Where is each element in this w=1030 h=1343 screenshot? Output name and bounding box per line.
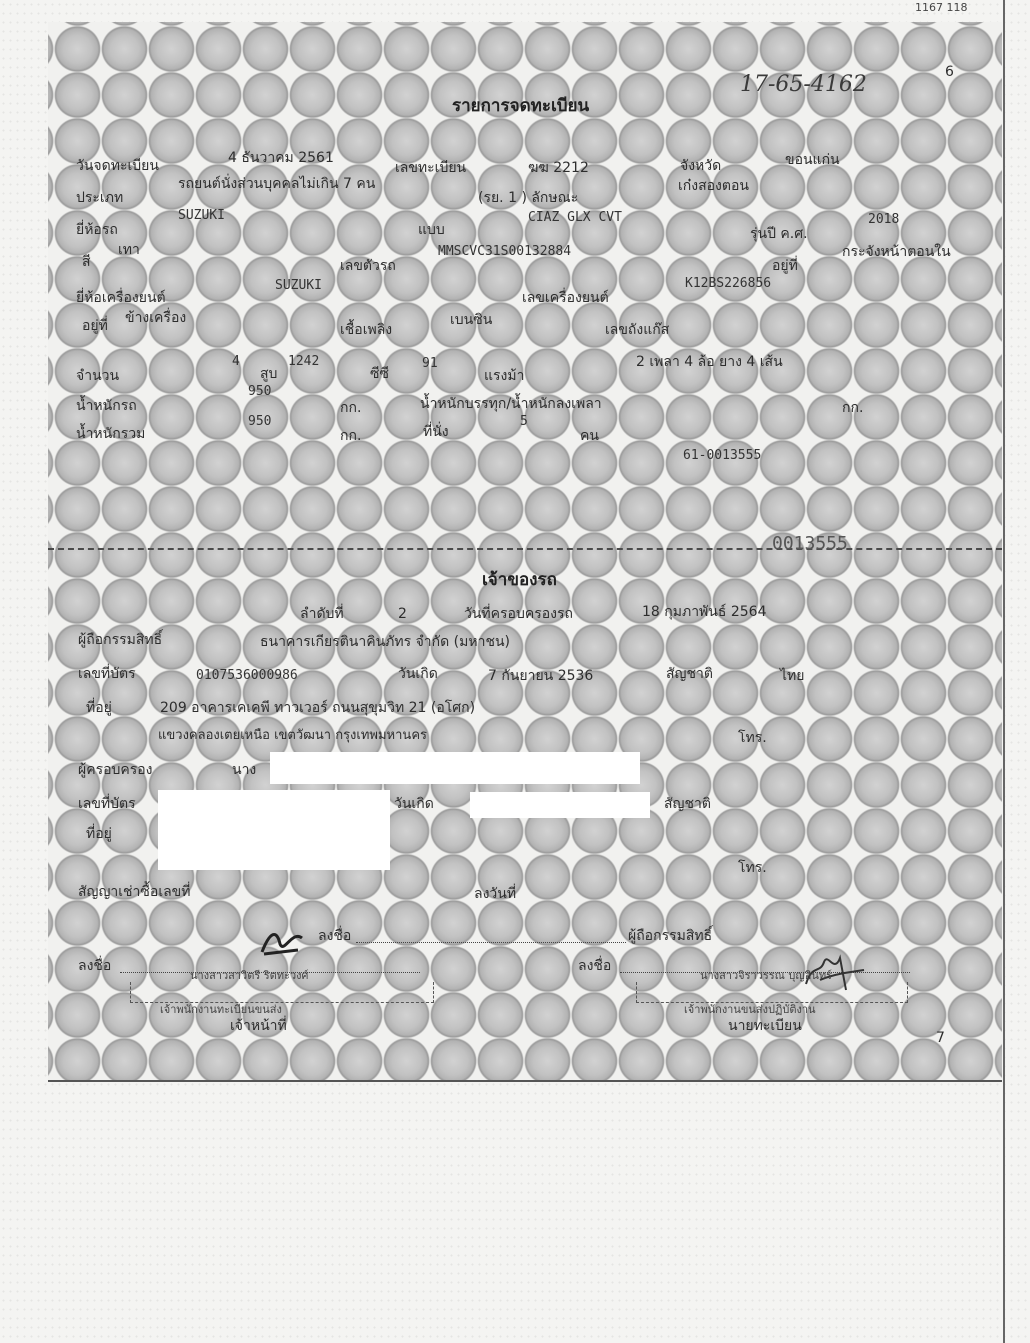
owner-sign-label: ลงชื่อ <box>318 928 352 944</box>
owner-address-label: ที่อยู่ <box>86 700 112 716</box>
brand-value: SUZUKI <box>178 208 225 223</box>
holder-label: ผู้ครอบครอง <box>78 762 153 778</box>
order-value: 2 <box>398 606 407 622</box>
model-label: แบบ <box>418 222 445 238</box>
owner-birth-value: 7 กันยายน 2536 <box>488 668 594 684</box>
form-number: 61-0013555 <box>683 448 762 463</box>
chassis-value: MMSCVC31S00132884 <box>438 244 572 259</box>
possession-date-value: 18 กุมภาพันธ์ 2564 <box>642 604 767 620</box>
owner-nationality-value: ไทย <box>780 668 805 684</box>
owner-tel-label: โทร. <box>738 730 767 746</box>
registrar-name-bracket <box>636 982 908 1003</box>
cc-value: 1242 <box>288 354 320 369</box>
document-title: รายการจดทะเบียน <box>452 96 590 116</box>
officer-printed-name: นางสาวสาวิตรี ริตทะวงศ์ <box>190 969 309 982</box>
owner-sign-line <box>356 942 626 943</box>
chassis-label: เลขตัวรถ <box>340 258 396 274</box>
gas-tank-label: เลขถังแก๊ส <box>605 322 670 338</box>
holder-name-prefix: นาง <box>232 762 257 778</box>
vehicle-class-value: (รย. 1 ) ลักษณะ <box>478 190 579 206</box>
holder-nationality-label: สัญชาติ <box>664 796 711 812</box>
count-label: จำนวน <box>76 368 120 384</box>
cylinder-value: 4 <box>232 354 240 369</box>
fuel-value: เบนซิน <box>450 312 493 328</box>
plate-value: ฆฆ 2212 <box>528 160 589 176</box>
engine-location-label: อยู่ที่ <box>82 318 108 334</box>
owner-name: ธนาคารเกียรตินาคินภัทร จำกัด (มหาชน) <box>260 634 510 650</box>
seat-unit: คน <box>580 428 599 444</box>
axle-value: 2 เพลา 4 ล้อ ยาง 4 เส้น <box>636 354 783 370</box>
year-value: 2018 <box>868 212 900 227</box>
weight-label: น้ำหนักรถ <box>76 398 137 414</box>
officer-stamp-role: เจ้าพนักงานทะเบียนขนส่ง <box>160 1003 282 1016</box>
vehicle-type-value: รถยนต์นั่งส่วนบุคคลไม่เกิน 7 คน <box>178 176 376 192</box>
holder-tel-label: โทร. <box>738 860 767 876</box>
weight-unit: กก. <box>340 400 362 416</box>
order-label: ลำดับที่ <box>300 606 344 622</box>
registrar-stamp-role: เจ้าพนักงานขนส่งปฏิบัติงาน <box>684 1003 816 1016</box>
handwritten-reference: 17-65-4162 <box>740 72 867 97</box>
brand-label: ยี่ห้อรถ <box>76 222 118 238</box>
lease-contract-label: สัญญาเช่าซื้อเลขที่ <box>78 884 191 900</box>
owner-nationality-label: สัญชาติ <box>666 666 713 682</box>
holder-id-label: เลขที่บัตร <box>78 796 136 812</box>
lease-date-label: ลงวันที่ <box>474 886 517 902</box>
load-unit: กก. <box>842 400 864 416</box>
owner-address-line1: 209 อาคารเคเคพี ทาวเวอร์ ถนนสุขุมวิท 21 (อโศก) <box>160 700 476 716</box>
registrar-printed-name: นางสาวจิราวรรณ บุญอินทร์ <box>700 969 832 982</box>
owner-birth-label: วันเกิด <box>398 666 438 682</box>
section-separator <box>48 548 1002 550</box>
engine-number-value: K12BS226856 <box>685 276 772 291</box>
owner-section-title: เจ้าของรถ <box>482 570 557 590</box>
horsepower-value: 91 <box>422 356 438 371</box>
owner-sign-role: ผู้ถือกรรมสิทธิ์ <box>628 928 713 944</box>
gross-weight-value: 950 <box>248 414 272 429</box>
engine-brand-value: SUZUKI <box>275 278 322 293</box>
year-label: รุ่นปี ค.ศ. <box>750 226 808 242</box>
officer-role: เจ้าหน้าที่ <box>230 1018 287 1034</box>
color-value: เทา <box>118 242 140 258</box>
officer-sign-label: ลงชื่อ <box>78 958 112 974</box>
registrar-sign-label: ลงชื่อ <box>578 958 612 974</box>
gross-weight-unit: กก. <box>340 428 362 444</box>
officer-name-bracket <box>130 982 434 1003</box>
cylinder-unit: สูบ <box>260 366 278 382</box>
load-label: น้ำหนักบรรทุก/น้ำหนักลงเพลา <box>420 396 602 412</box>
redacted-holder-birth <box>470 792 650 818</box>
fuel-label: เชื้อเพลิง <box>340 322 393 338</box>
owner-signature <box>258 920 306 960</box>
province-label: จังหวัด <box>680 158 722 174</box>
reg-date-label: วันจดทะเบียน <box>76 158 159 174</box>
chassis-location-label: อยู่ที่ <box>772 258 798 274</box>
registrar-role: นายทะเบียน <box>728 1018 802 1034</box>
corner-mark: 1167 118 <box>915 1 968 14</box>
redacted-holder-name <box>270 752 640 784</box>
separator-number: 0013555 <box>772 533 848 554</box>
province-value: ขอนแก่น <box>785 152 840 168</box>
owner-label: ผู้ถือกรรมสิทธิ์ <box>78 632 163 648</box>
body-style-value: เก๋งสองตอน <box>678 178 749 194</box>
weight-value: 950 <box>248 384 272 399</box>
engine-brand-label: ยี่ห้อเครื่องยนต์ <box>76 290 166 306</box>
gross-weight-label: น้ำหนักรวม <box>76 426 146 442</box>
owner-id-label: เลขที่บัตร <box>78 666 136 682</box>
reg-date-value: 4 ธันวาคม 2561 <box>228 150 334 166</box>
model-value: CIAZ GLX CVT <box>528 210 622 225</box>
cc-unit: ซีซี <box>370 366 390 382</box>
chassis-location-value: กระจังหน้าตอนใน <box>842 244 951 260</box>
engine-number-label: เลขเครื่องยนต์ <box>522 290 609 306</box>
seat-value: 5 <box>520 414 528 429</box>
holder-address-label: ที่อยู่ <box>86 826 112 842</box>
color-label: สี <box>82 254 91 270</box>
plate-label: เลขทะเบียน <box>395 160 467 176</box>
holder-birth-label: วันเกิด <box>394 796 434 812</box>
side-number: 7 <box>936 1030 945 1046</box>
seat-label: ที่นั่ง <box>423 424 449 440</box>
possession-date-label: วันที่ครอบครองรถ <box>464 606 573 622</box>
engine-location-value: ข้างเครื่อง <box>125 310 187 326</box>
vehicle-type-label: ประเภท <box>76 190 124 206</box>
horsepower-unit: แรงม้า <box>484 368 525 384</box>
redacted-holder-id-address <box>158 790 390 870</box>
scan-edge-line <box>1003 0 1005 1343</box>
owner-id-value: 0107536000986 <box>196 668 298 683</box>
page-top-number: 6 <box>945 64 954 80</box>
owner-address-line2: แขวงคลองเตยเหนือ เขตวัฒนา กรุงเทพมหานคร <box>158 728 427 743</box>
